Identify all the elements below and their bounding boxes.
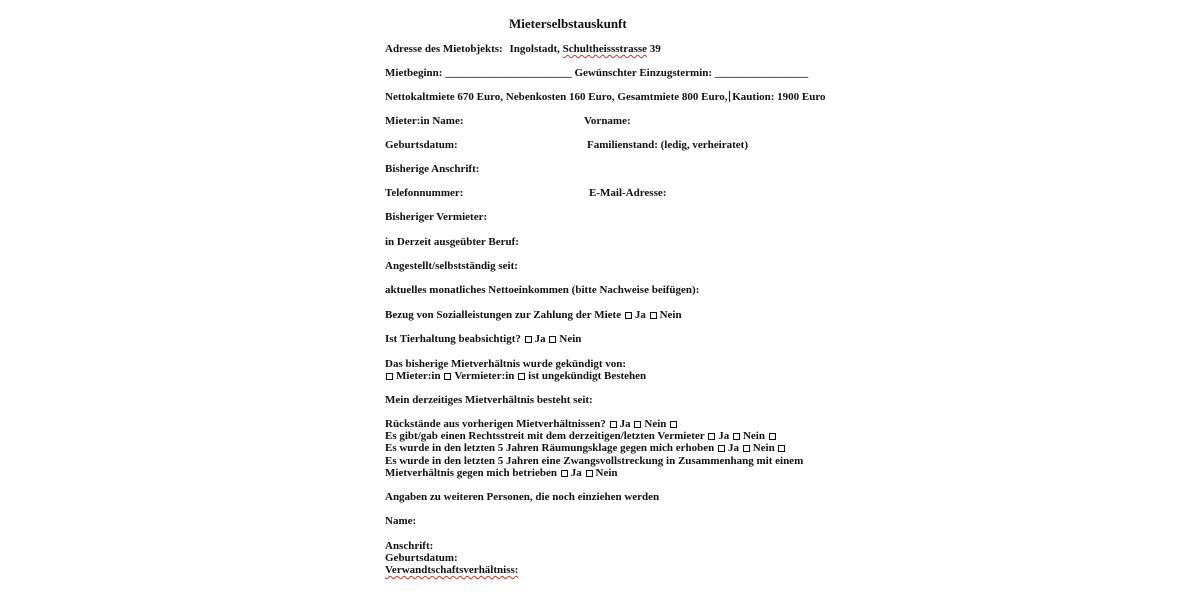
arrears-yes-checkbox[interactable]	[610, 421, 617, 428]
phone-label: Telefonnummer:	[385, 187, 464, 199]
eviction-line	[385, 442, 788, 454]
rent-text: Nettokaltmiete 670 Euro, Nebenkosten 160 Euro, Gesamtmiete 800 Euro,	[385, 91, 728, 103]
eviction-label: Es wurde in den letzten 5 Jahren Räumungsklage gegen mich erhoben	[385, 442, 715, 454]
birth-date-label: Geburtsdatum:	[385, 139, 458, 151]
social-no-checkbox[interactable]	[650, 312, 657, 319]
enforcement-yes-label: Ja	[570, 467, 582, 479]
enforcement-line-2	[385, 467, 618, 479]
pets-line	[385, 333, 581, 345]
terminated-by-tenant-checkbox[interactable]	[386, 373, 393, 380]
pets-no-checkbox[interactable]	[549, 336, 556, 343]
lawsuit-line	[385, 430, 779, 442]
person-name-label: Name:	[385, 515, 417, 527]
pets-no-label: Nein	[559, 333, 582, 345]
lawsuit-no-checkbox[interactable]	[733, 433, 740, 440]
document-title: Mieterselbstauskunft	[509, 16, 627, 31]
arrears-yes-label: Ja	[619, 418, 631, 430]
termination-question: Das bisherige Mietverhältnis wurde gekündigt von:	[385, 358, 627, 370]
net-income-label: aktuelles monatliches Nettoeinkommen (bitte Nachweise beifügen):	[385, 284, 700, 296]
previous-address-label: Bisherige Anschrift:	[385, 163, 480, 175]
arrears-no-label: Nein	[644, 418, 667, 430]
rent-line	[385, 91, 826, 103]
social-yes-label: Ja	[634, 309, 646, 321]
employed-since-label: Angestellt/selbstständig seit:	[385, 260, 518, 272]
enforcement-no-label: Nein	[595, 467, 618, 479]
email-label: E-Mail-Adresse:	[589, 187, 667, 199]
other-persons-heading: Angaben zu weiteren Personen, die noch einziehen werden	[385, 491, 660, 503]
eviction-yes-checkbox[interactable]	[718, 445, 725, 452]
enforcement-no-checkbox[interactable]	[586, 470, 593, 477]
lawsuit-label: Es gibt/gab einen Rechtsstreit mit dem derzeitigen/letzten Vermieter	[385, 430, 705, 442]
text-cursor	[729, 91, 730, 102]
address-number: 39	[649, 43, 661, 55]
arrears-extra-checkbox[interactable]	[670, 421, 677, 428]
enforcement-line-1: Es wurde in den letzten 5 Jahren eine Zwangsvollstreckung in Zusammenhang mit einem	[385, 455, 804, 467]
arrears-line	[385, 418, 680, 430]
eviction-extra-checkbox[interactable]	[778, 445, 785, 452]
social-benefits-label: Bezug von Sozialleistungen zur Zahlung der Miete	[385, 309, 622, 321]
pets-label: Ist Tierhaltung beabsichtigt?	[385, 333, 521, 345]
terminated-by-landlord-label: Vermieter:in	[454, 370, 515, 382]
pets-yes-checkbox[interactable]	[525, 336, 532, 343]
lawsuit-extra-checkbox[interactable]	[769, 433, 776, 440]
social-yes-checkbox[interactable]	[625, 312, 632, 319]
address-line	[385, 43, 661, 55]
marital-status-label: Familienstand: (ledig, verheiratet)	[587, 139, 748, 151]
enforcement-label: Mietverhältnis gegen mich betrieben	[385, 467, 557, 479]
social-no-label: Nein	[659, 309, 682, 321]
termination-options	[385, 370, 646, 382]
pets-yes-label: Ja	[534, 333, 546, 345]
tenant-name-label: Mieter:in Name:	[385, 115, 464, 127]
address-label: Adresse des Mietobjekts:	[385, 43, 503, 55]
arrears-label: Rückstände aus vorherigen Mietverhältnissen?	[385, 418, 606, 430]
social-benefits-line	[385, 309, 682, 321]
lease-start-line: Mietbeginn: _______________________ Gewünschter Einzugstermin: _________________	[385, 67, 809, 79]
arrears-no-checkbox[interactable]	[634, 421, 641, 428]
first-name-label: Vorname:	[584, 115, 631, 127]
person-birth-date-label: Geburtsdatum:	[385, 552, 458, 564]
lawsuit-yes-checkbox[interactable]	[708, 433, 715, 440]
not-terminated-checkbox[interactable]	[518, 373, 525, 380]
terminated-by-landlord-checkbox[interactable]	[444, 373, 451, 380]
occupation-label: in Derzeit ausgeübter Beruf:	[385, 236, 519, 248]
eviction-no-label: Nein	[752, 442, 775, 454]
not-terminated-label: ist ungekündigt Bestehen	[528, 370, 647, 382]
address-city: Ingolstadt,	[509, 43, 560, 55]
current-since-label: Mein derzeitiges Mietverhältnis besteht seit:	[385, 394, 593, 406]
deposit-text: Kaution: 1900 Euro	[732, 91, 826, 103]
previous-landlord-label: Bisheriger Vermieter:	[385, 211, 488, 223]
person-address-label: Anschrift:	[385, 540, 434, 552]
address-street: Schultheissstrasse	[562, 43, 648, 55]
eviction-no-checkbox[interactable]	[743, 445, 750, 452]
eviction-yes-label: Ja	[727, 442, 739, 454]
person-relationship-label: Verwandtschaftsverhältniss:	[385, 564, 519, 576]
lawsuit-yes-label: Ja	[718, 430, 730, 442]
terminated-by-tenant-label: Mieter:in	[396, 370, 441, 382]
lawsuit-no-label: Nein	[742, 430, 765, 442]
enforcement-yes-checkbox[interactable]	[561, 470, 568, 477]
